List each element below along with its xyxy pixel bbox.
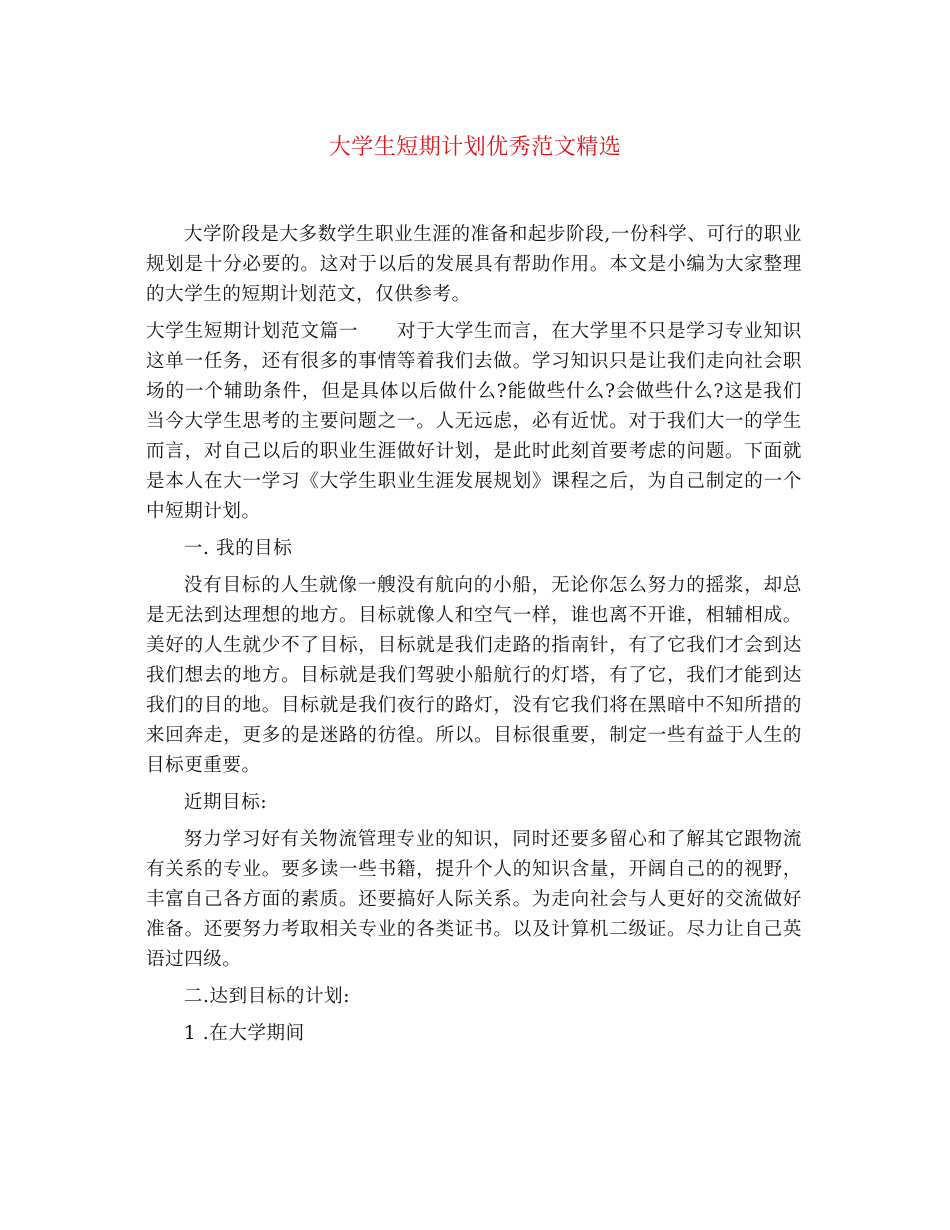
near-term-goal-paragraph: 努力学习好有关物流管理专业的知识，同时还要多留心和了解其它跟物流有关系的专业。要多读一些书籍，提升个人的知识含量，开阔自己的的视野，丰富自己各方面的素质。还要搞好人际关系。为走向社会与人更好的交流做好准备。还要努力考取相关专业的各类证书。以及计算机二级证。尽力让自己英语过四级。 [146, 829, 802, 970]
goal-paragraph: 没有目标的人生就像一艘没有航向的小船，无论你怎么努力的摇浆，却总是无法到达理想的地方。目标就像人和空气一样，谁也离不开谁，相辅相成。美好的人生就少不了目标，目标就是我们走路的指南针，有了它我们才会到达我们想去的地方。目标就是我们驾驶小船航行的灯塔，有了它，我们才能到达我们的目的地。目标就是我们夜行的路灯，没有它我们将在黑暗中不知所措的来回奔走，更多的是迷路的彷徨。所以。目标很重要，制定一些有益于人生的目标更重要。 [146, 575, 802, 776]
heading-plan-item-1: 1 .在大学期间 [183, 1023, 305, 1044]
heading-plan: 二.达到目标的计划: [183, 986, 351, 1007]
article-intro-paragraph: 大学生短期计划范文篇一 对于大学生而言，在大学里不只是学习专业知识这单一任务，还有很多的事情等着我们去做。学习知识只是让我们走向社会职场的一个辅助条件，但是具体以后做什么?能做些什么?会做些什么?这是我们当今大学生思考的主要问题之一。人无远虑，必有近忧。对于我们大一的学生而言，对自己以后的职业生涯做好计划，是此时此刻首要考虑的问题。下面就是本人在大一学习《大学生职业生涯发展规划》课程之后，为自己制定的一个中短期计划。 [146, 321, 802, 522]
document-body [146, 220, 802, 1056]
intro-paragraph: 大学阶段是大多数学生职业生涯的准备和起步阶段,一份科学、可行的职业规划是十分必要的。这对于以后的发展具有帮助作用。本文是小编为大家整理的大学生的短期计划范文，仅供参考。 [146, 224, 802, 305]
heading-my-goal: 一. 我的目标 [183, 538, 293, 559]
heading-near-term-goal: 近期目标: [183, 792, 268, 813]
document-title: 大学生短期计划优秀范文精选 [328, 135, 622, 160]
